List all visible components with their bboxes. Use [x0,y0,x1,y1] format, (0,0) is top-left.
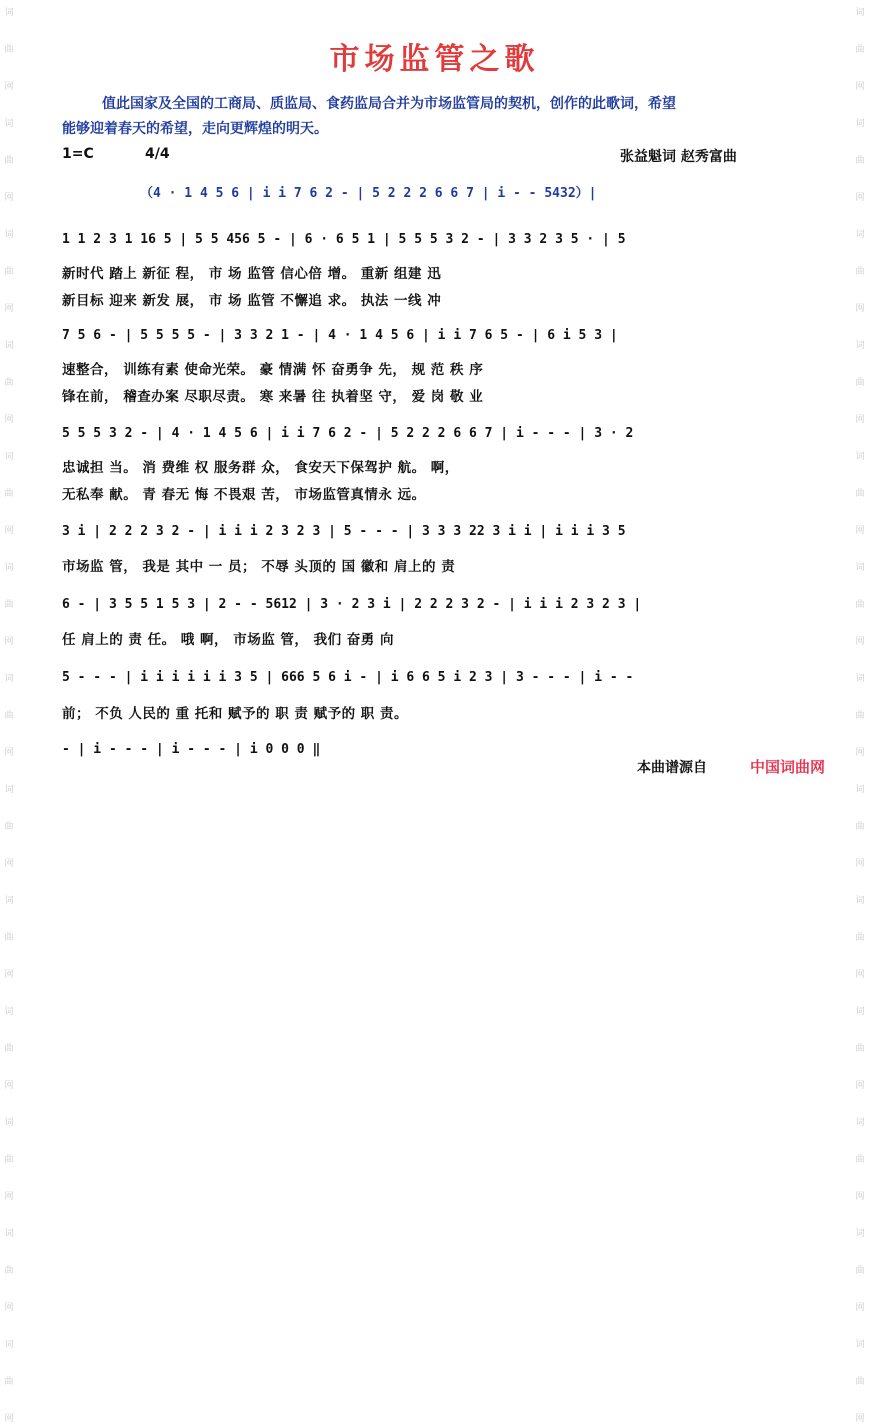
watermark-char: 网 [855,415,865,425]
watermark-group [0,896,18,981]
watermark-char: 词 [855,341,865,351]
lyric-verse2-line1: 新目标 迎来 新发 展， 市 场 监管 不懈追 求。 执法 一线 冲 [62,293,442,309]
lyric-verse1-line3: 忠诚担 当。 消 费维 权 服务群 众， 食安天下保驾护 航。 啊， [62,460,459,476]
watermark-char: 网 [855,1414,865,1424]
watermark-char: 曲 [4,711,14,721]
watermark-char: 词 [4,230,14,240]
watermark-char: 网 [855,1081,865,1091]
watermark-group [851,119,869,204]
watermark-group [851,896,869,981]
watermark-char: 网 [4,304,14,314]
lyric-line6: 前； 不负 人民的 重 托和 赋予的 职 责 赋予的 职 责。 [62,706,408,722]
watermark-char: 网 [4,1192,14,1202]
watermark-char: 网 [855,193,865,203]
watermark-char: 词 [855,1118,865,1128]
watermark-char: 网 [855,526,865,536]
watermark-char: 曲 [4,1377,14,1387]
watermark-char: 曲 [4,156,14,166]
watermark-char: 词 [855,1007,865,1017]
watermark-char: 词 [855,452,865,462]
watermark-char: 词 [4,1118,14,1128]
watermark-group [0,785,18,870]
watermark-char: 曲 [855,1155,865,1165]
watermark-char: 曲 [4,45,14,55]
watermark-char: 网 [855,1303,865,1313]
watermark-char: 曲 [4,267,14,277]
watermark-char: 词 [855,674,865,684]
watermark-char: 网 [855,304,865,314]
watermark-char: 曲 [4,489,14,499]
watermark-group [851,230,869,315]
watermark-char: 词 [855,119,865,129]
watermark-char: 曲 [4,1155,14,1165]
watermark-char: 词 [855,8,865,18]
watermark-char: 网 [4,526,14,536]
score-notes-5: 6 - | 3 5 5 1 5 3 | 2 - - 5612 | 3 · 2 3 i | 2 2 2 3 2 - | i i i 2 3 2 3 | [62,597,642,612]
song-title: 市场监管之歌 [329,42,540,77]
watermark-char: 网 [4,193,14,203]
score-notes-3: 5 5 5 3 2 - | 4 · 1 4 5 6 | i i 7 6 2 - | 5 2 2 2 6 6 7 | i - - - | 3 · 2 [62,426,634,441]
lyric-line4: 市场监 管， 我是 其中 一 员； 不辱 头顶的 国 徽和 肩上的 责 [62,559,456,575]
watermark-char: 词 [4,674,14,684]
watermark-group [0,1007,18,1092]
watermark-char: 曲 [4,600,14,610]
watermark-group [0,119,18,204]
watermark-group [0,1229,18,1314]
watermark-char: 词 [855,230,865,240]
score-notes-6: 5 - - - | i i i i i i 3 5 | 666 5 6 i - | i 6 6 5 i 2 3 | 3 - - - | i - - [62,670,634,685]
watermark-char: 词 [855,563,865,573]
watermark-char: 曲 [855,45,865,55]
watermark-group [851,674,869,759]
watermark-char: 网 [4,1303,14,1313]
watermark-char: 词 [4,452,14,462]
watermark-char: 曲 [855,1377,865,1387]
score-notes-7: - | i - - - | i - - - | i 0 0 0 ‖ [62,742,321,757]
watermark-char: 词 [855,1340,865,1350]
watermark-char: 网 [855,748,865,758]
prelude-notation: （4 · 1 4 5 6 | i i 7 6 2 - | 5 2 2 2 6 6 7 | i - - 5432）| [140,186,597,201]
watermark-char: 词 [4,896,14,906]
watermark-char: 曲 [855,489,865,499]
source-label: 本曲谱源自 [637,760,707,776]
intro-paragraph [62,92,802,142]
watermark-char: 网 [855,82,865,92]
watermark-char: 网 [4,859,14,869]
watermark-group [851,452,869,537]
watermark-char: 词 [855,785,865,795]
watermark-group [851,341,869,426]
watermark-char: 网 [855,859,865,869]
watermark-group [0,1340,18,1425]
watermark-char: 词 [4,119,14,129]
lyric-verse1-line2: 速整合， 训练有素 使命光荣。 豪 情满 怀 奋勇争 先， 规 范 秩 序 [62,362,484,378]
watermark-group [0,341,18,426]
intro-line-1: 值此国家及全国的工商局、质监局、食药监局合并为市场监管局的契机，创作的此歌词，希望 [102,96,676,112]
watermark-group [851,1229,869,1314]
watermark-left [0,0,18,1424]
lyric-line5: 任 肩上的 责 任。 哦 啊， 市场监 管， 我们 奋勇 向 [62,632,394,648]
watermark-char: 词 [855,896,865,906]
watermark-right [851,0,869,1424]
watermark-group [0,563,18,648]
watermark-char: 曲 [855,711,865,721]
watermark-char: 网 [4,415,14,425]
lyric-verse2-line3: 无私奉 献。 青 春无 悔 不畏艰 苦， 市场监管真情永 远。 [62,487,426,503]
score-notes-4: 3 i | 2 2 2 3 2 - | i i i 2 3 2 3 | 5 - - - | 3 3 3 22 3 i i | i i i 3 5 [62,524,626,539]
score-notes-2: 7 5 6 - | 5 5 5 5 - | 3 3 2 1 - | 4 · 1 4 5 6 | i i 7 6 5 - | 6 i 5 3 | [62,328,618,343]
watermark-char: 网 [855,1192,865,1202]
watermark-char: 词 [4,1007,14,1017]
watermark-group [0,230,18,315]
watermark-char: 词 [4,785,14,795]
watermark-group [0,674,18,759]
watermark-char: 词 [4,1229,14,1239]
watermark-char: 网 [4,82,14,92]
lyric-verse1-line1: 新时代 踏上 新征 程， 市 场 监管 信心倍 增。 重新 组建 迅 [62,266,442,282]
watermark-char: 词 [4,563,14,573]
watermark-char: 曲 [855,267,865,277]
watermark-char: 曲 [855,156,865,166]
watermark-char: 曲 [855,822,865,832]
watermark-char: 曲 [855,1044,865,1054]
watermark-char: 网 [4,1414,14,1424]
watermark-char: 词 [4,8,14,18]
intro-line-2: 能够迎着春天的希望，走向更辉煌的明天。 [62,121,328,137]
time-signature: 4/4 [145,146,170,162]
watermark-group [851,785,869,870]
watermark-group [0,1118,18,1203]
score-notes-1: 1 1 2 3 1 16 5 | 5 5 456 5 - | 6 · 6 5 1 | 5 5 5 3 2 - | 3 3 2 3 5 · | 5 [62,232,626,247]
credits: 张益魁词 赵秀富曲 [620,149,737,165]
watermark-char: 曲 [4,378,14,388]
watermark-char: 网 [855,970,865,980]
watermark-char: 网 [4,637,14,647]
watermark-char: 网 [4,970,14,980]
watermark-group [851,1340,869,1425]
watermark-char: 曲 [855,378,865,388]
watermark-char: 网 [855,637,865,647]
watermark-char: 词 [4,341,14,351]
key-signature: 1=C [62,146,94,162]
watermark-char: 词 [855,1229,865,1239]
watermark-char: 词 [4,1340,14,1350]
lyric-verse2-line2: 锋在前， 稽查办案 尽职尽责。 寒 来暑 往 执着坚 守， 爱 岗 敬 业 [62,389,484,405]
watermark-char: 曲 [855,1266,865,1276]
watermark-char: 曲 [4,1044,14,1054]
watermark-char: 网 [4,748,14,758]
watermark-char: 网 [4,1081,14,1091]
watermark-group [0,452,18,537]
watermark-char: 曲 [855,933,865,943]
watermark-group [851,563,869,648]
watermark-char: 曲 [4,822,14,832]
watermark-char: 曲 [855,600,865,610]
watermark-group [851,1118,869,1203]
watermark-group [851,1007,869,1092]
watermark-char: 曲 [4,933,14,943]
watermark-char: 曲 [4,1266,14,1276]
source-site-link[interactable]: 中国词曲网 [750,758,826,776]
